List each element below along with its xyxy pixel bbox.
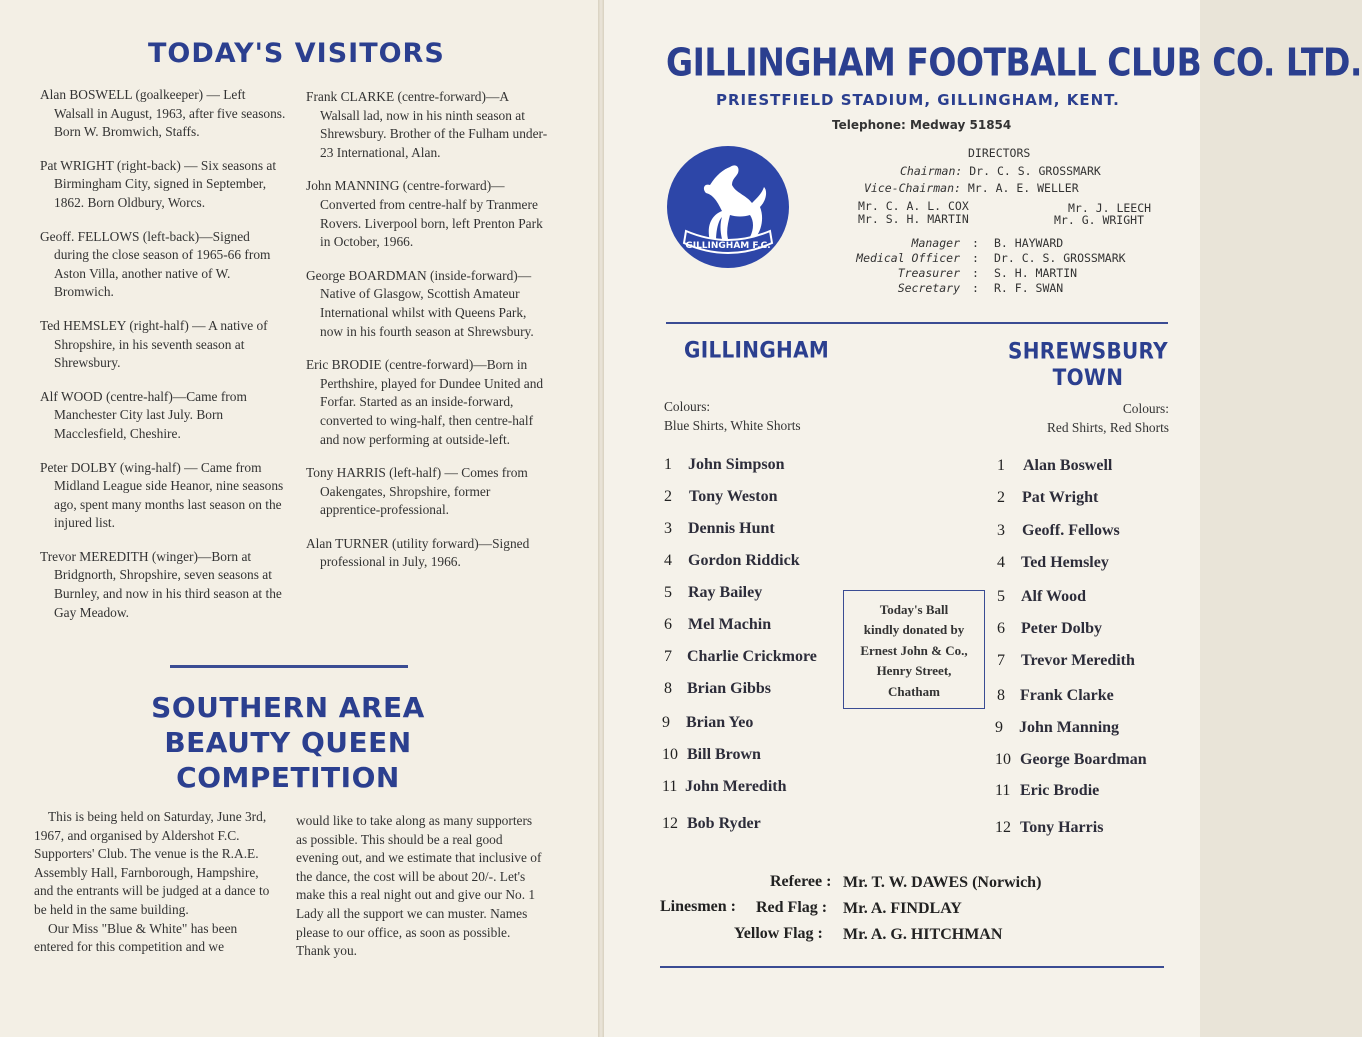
player-name: Brian Gibbs <box>687 680 772 697</box>
home-player <box>662 815 761 833</box>
player-name: Bill Brown <box>687 746 761 763</box>
home-player <box>664 680 771 698</box>
sponsor-line: kindly donated by <box>863 622 965 638</box>
official-name: B. HAYWARD <box>994 236 1064 250</box>
player-name: Geoff. Fellows <box>1022 522 1120 539</box>
player-number: 12 <box>995 819 1011 836</box>
director-name: Mr. C. A. L. COX <box>858 199 969 213</box>
player-name: Charlie Crickmore <box>687 648 817 665</box>
red-flag-name: Mr. A. FINDLAY <box>843 900 962 917</box>
visitor-bio: Trevor MEREDITH (winger)—Born at Bridgnorth, Shropshire, seven seasons at Burnley, and now in his third season at the Gay Meadow. <box>40 548 282 620</box>
player-name: George Boardman <box>1020 751 1147 768</box>
chairman-line <box>900 164 1101 178</box>
colours-label: Colours: <box>1122 401 1169 416</box>
beauty-title-line: BEAUTY QUEEN <box>164 726 412 759</box>
colon: : <box>972 251 979 265</box>
visitor-bio: Alf WOOD (centre-half)—Came from Manchester City last July. Born Macclesfield, Cheshire. <box>40 388 247 441</box>
home-player <box>664 456 785 474</box>
yellow-flag-label: Yellow Flag : <box>734 925 823 942</box>
visitor-bio: Alan TURNER (utility forward)—Signed professional in July, 1966. <box>306 535 530 570</box>
sponsor-line: Today's Ball <box>879 602 949 617</box>
visitor-bio: Pat WRIGHT (right-back) — Six seasons at Birmingham City, signed in September, 1862. Born Oldbury, Worcs. <box>40 157 277 210</box>
player-number: 10 <box>662 746 678 763</box>
away-player <box>997 620 1102 638</box>
home-colours <box>664 398 801 435</box>
home-player <box>664 488 777 506</box>
visitors-column-1 <box>40 86 286 637</box>
club-crest-logo <box>666 145 790 269</box>
beauty-title-line: SOUTHERN AREA <box>151 691 425 724</box>
telephone: Telephone: Medway 51854 <box>832 118 1012 132</box>
home-player <box>664 552 800 570</box>
away-player <box>995 719 1119 737</box>
stadium-address: PRIESTFIELD STADIUM, GILLINGHAM, KENT. <box>716 91 1120 109</box>
beauty-title-line: COMPETITION <box>176 761 400 794</box>
player-name: Brian Yeo <box>686 714 754 731</box>
away-name-line: TOWN <box>1052 364 1124 391</box>
sponsor-line: Henry Street, <box>876 663 952 679</box>
club-name: GILLINGHAM FOOTBALL CLUB CO. LTD. <box>666 40 1362 85</box>
official-role <box>856 251 960 265</box>
player-number: 3 <box>997 522 1005 539</box>
player-name: Ray Bailey <box>688 584 763 601</box>
player-name: John Meredith <box>685 778 787 795</box>
sponsor-line: Chatham <box>887 683 940 699</box>
player-name: John Simpson <box>688 456 785 473</box>
away-colours <box>1047 400 1169 437</box>
player-name: Trevor Meredith <box>1021 652 1135 669</box>
home-player <box>664 584 762 602</box>
vice-chairman-line <box>864 181 1079 195</box>
sponsor-line: Ernest John & Co., <box>860 642 968 658</box>
player-number: 6 <box>664 616 672 633</box>
player-name: Pat Wright <box>1022 489 1099 506</box>
visitor-bio: Tony HARRIS (left-half) — Comes from Oakengates, Shropshire, former apprentice-professional. <box>306 465 528 518</box>
vice-chairman-label: Vice-Chairman: <box>864 181 961 195</box>
home-player <box>664 520 775 538</box>
official-name: Dr. C. S. GROSSMARK <box>994 251 1126 265</box>
colours-value: Red Shirts, Red Shorts <box>1046 419 1169 435</box>
player-number: 10 <box>995 751 1011 768</box>
visitors-heading: TODAY'S VISITORS <box>148 38 445 69</box>
official-role <box>898 281 960 295</box>
official-name: R. F. SWAN <box>994 281 1064 295</box>
yellow-flag-name: Mr. A. G. HITCHMAN <box>843 926 1003 943</box>
beauty-paragraph: Our Miss "Blue & White" has been entered for this competition and we <box>34 920 238 955</box>
beauty-paragraph: would like to take along as many supporters as possible. This should be a real good evening out, and we estimate that inclusive of the dance, the cost will be about 20/-. Let's make this a real night out and give our No. 1 Lady all the support we can muster. Names please to our office, as soon as possible. Thank you. <box>296 813 542 959</box>
player-name: Gordon Riddick <box>688 552 800 569</box>
referee-label: Referee : <box>770 873 832 890</box>
vice-chairman-name: Mr. A. E. WELLER <box>967 181 1079 195</box>
player-number: 12 <box>662 815 678 832</box>
player-number: 8 <box>997 687 1005 704</box>
player-name: John Manning <box>1019 719 1120 736</box>
player-name: Tony Weston <box>689 488 778 505</box>
directors-label: DIRECTORS <box>968 146 1031 160</box>
colon: : <box>972 281 979 295</box>
visitor-bio: John MANNING (centre-forward)—Converted from centre-half by Tranmere Rovers. Liverpool born, left Prenton Park in October, 1966. <box>306 178 543 250</box>
visitor-bio: Peter DOLBY (wing-half) — Came from Midland League side Heanor, nine seasons ago, spent many months last season on the injured list. <box>40 459 284 531</box>
player-number: 8 <box>664 680 672 697</box>
player-number: 1 <box>664 456 672 473</box>
visitor-bio: Eric BRODIE (centre-forward)—Born in Perthshire, played for Dundee United and Forfar. Started as an inside-forward, converted to wing-half, then centre-half and now performing at outside-left. <box>306 357 544 447</box>
away-team-name <box>1008 338 1168 391</box>
director-name: Mr. S. H. MARTIN <box>858 212 969 226</box>
player-number: 6 <box>997 620 1005 637</box>
visitor-bio: Ted HEMSLEY (right-half) — A native of Shropshire, in his seventh season at Shrewsbury. <box>40 317 268 371</box>
player-name: Peter Dolby <box>1021 620 1103 637</box>
home-team-name: GILLINGHAM <box>684 336 830 364</box>
visitors-column-2 <box>306 88 548 587</box>
colours-value: Blue Shirts, White Shorts <box>664 417 801 433</box>
home-player <box>664 616 771 634</box>
home-player <box>664 648 817 666</box>
away-player <box>997 554 1109 572</box>
divider-rule <box>170 665 408 668</box>
player-number: 11 <box>995 782 1011 799</box>
visitor-bio: Alan BOSWELL (goalkeeper) — Left Walsall in August, 1963, after five seasons. Born W. Bromwich, Staffs. <box>40 87 286 140</box>
director-name: Mr. J. LEECH <box>1068 201 1152 215</box>
away-name-line: SHREWSBURY <box>1008 337 1168 364</box>
official-role <box>912 236 960 250</box>
player-number: 4 <box>997 554 1005 571</box>
beauty-column-2 <box>296 812 542 961</box>
player-number: 11 <box>662 778 678 795</box>
director-name: Mr. G. WRIGHT <box>1054 213 1145 227</box>
visitor-bio: Geoff. FELLOWS (left-back)—Signed during the close season of 1965-66 from Aston Villa, another native of W. Bromwich. <box>40 228 271 300</box>
player-number: 7 <box>664 648 672 665</box>
official-role-text: Medical Officer <box>856 251 960 265</box>
official-role-text: Treasurer <box>897 266 960 280</box>
away-player <box>997 489 1098 507</box>
player-number: 1 <box>997 457 1005 474</box>
away-player <box>997 522 1120 540</box>
official-name: S. H. MARTIN <box>994 266 1078 280</box>
player-name: Tony Harris <box>1020 819 1104 836</box>
home-player <box>662 746 761 764</box>
colours-label: Colours: <box>664 399 711 414</box>
referee-name: Mr. T. W. DAWES (Norwich) <box>843 874 1042 891</box>
official-role-text: Manager <box>911 236 960 250</box>
player-number: 9 <box>995 719 1003 736</box>
colon: : <box>972 266 979 280</box>
player-number: 5 <box>664 584 672 601</box>
home-player <box>662 714 753 732</box>
player-number: 3 <box>664 520 672 537</box>
red-flag-label: Red Flag : <box>756 899 828 916</box>
away-player <box>997 687 1114 705</box>
official-role-text: Secretary <box>897 281 960 295</box>
player-name: Bob Ryder <box>687 815 761 832</box>
away-player <box>997 588 1086 606</box>
beauty-column-1 <box>34 808 278 957</box>
official-role <box>898 266 960 280</box>
away-player <box>997 652 1135 670</box>
logo-text: GILLINGHAM F.C. <box>685 241 771 251</box>
away-player <box>995 819 1103 837</box>
visitor-bio: George BOARDMAN (inside-forward)—Native of Glasgow, Scottish Amateur International whilst with Queens Park, now in his fourth season at Shrewsbury. <box>306 267 534 339</box>
player-name: Frank Clarke <box>1020 687 1114 704</box>
divider-rule <box>666 322 1168 324</box>
colon: : <box>972 236 979 250</box>
player-name: Alf Wood <box>1021 588 1087 605</box>
away-player <box>995 751 1147 769</box>
player-number: 2 <box>664 488 672 505</box>
player-number: 2 <box>997 489 1005 506</box>
away-player <box>995 782 1099 800</box>
player-name: Eric Brodie <box>1020 782 1100 799</box>
linesmen-label: Linesmen : <box>660 898 736 915</box>
player-name: Alan Boswell <box>1023 457 1113 474</box>
player-number: 5 <box>997 588 1005 605</box>
chairman-label: Chairman: <box>900 164 963 178</box>
player-name: Dennis Hunt <box>688 520 775 537</box>
player-number: 9 <box>662 714 670 731</box>
beauty-paragraph: This is being held on Saturday, June 3rd, 1967, and organised by Aldershot F.C. Supporters' Club. The venue is the R.A.E. Assembly Hall, Farnborough, Hampshire, and the entrants will be judged at a dance to be held in the same building. <box>34 809 270 917</box>
visitor-bio: Frank CLARKE (centre-forward)—A Walsall lad, now in his ninth season at Shrewsbury. Brother of the Fulham under-23 International, Alan. <box>306 89 548 160</box>
away-player <box>997 457 1112 475</box>
chairman-name: Dr. C. S. GROSSMARK <box>969 164 1101 178</box>
match-ball-sponsor-box <box>843 590 985 709</box>
player-number: 4 <box>664 552 672 569</box>
divider-rule <box>660 966 1164 968</box>
beauty-queen-heading <box>128 690 448 795</box>
player-number: 7 <box>997 652 1005 669</box>
player-name: Mel Machin <box>688 616 772 633</box>
player-name: Ted Hemsley <box>1021 554 1109 571</box>
home-player <box>662 778 786 796</box>
